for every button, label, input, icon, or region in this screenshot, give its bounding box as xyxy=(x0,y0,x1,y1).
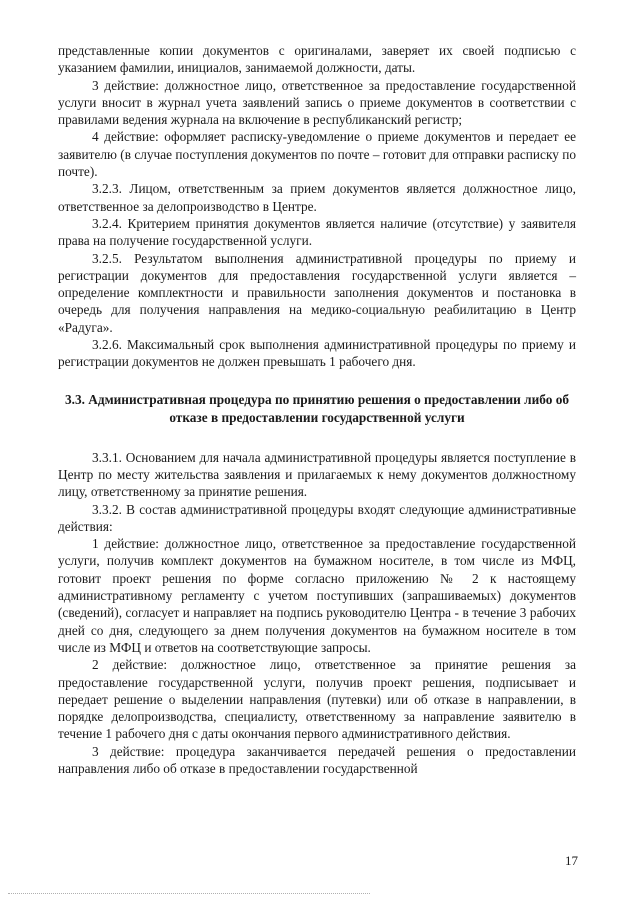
paragraph-7: 3.2.6. Максимальный срок выполнения административной процедуры по приему и регистрации документов не должен превышать 1 рабочего дня. xyxy=(58,337,576,370)
document-page xyxy=(58,42,576,777)
paragraph-11: 2 действие: должностное лицо, ответственное за принятие решения за предоставление государственной услуги, получив проект решения, подписывает и передает решение о выделении направления (путевки) или об отказе в направлении, в порядке делопроизводства, специалисту, ответственному за направление заявителю в течение 1 рабочего дня с даты окончания первого административного действия. xyxy=(58,657,576,742)
paragraph-5: 3.2.4. Критерием принятия документов является наличие (отсутствие) у заявителя права на получение государственной услуги. xyxy=(58,215,576,249)
paragraph-6: 3.2.5. Результатом выполнения административной процедуры по приему и регистрации документов для предоставления государственной услуги является – определение комплектности и правильности заполнения документов и постановка в очередь для получения направления на медико-социальную реабилитацию в Центр «Радуга». xyxy=(58,250,576,335)
paragraph-10: 1 действие: должностное лицо, ответственное за предоставление государственной услуги, получив комплект документов на бумажном носителе, в том числе из МФЦ, готовит проект решения по форме согласно приложению № 2 к настоящему административному регламенту с учетом поступивших (запрашиваемых) документов (сведений), согласует и направляет на подпись руководителю Центра - в течение 3 рабочих дней со дня, следующего за днем получения документов на бумажном носителе в том числе из МФЦ и ответов на соответствующие запросы. xyxy=(58,536,576,655)
page-number: 17 xyxy=(565,853,578,868)
paragraph-1: представленные копии документов с оригиналами, заверяет их своей подписью с указанием фамилии, инициалов, занимаемой должности, даты. xyxy=(58,43,576,76)
paragraph-8: 3.3.1. Основанием для начала административной процедуры является поступление в Центр по месту жительства заявления и прилагаемых к нему документов должностному лицу, ответственному за принятие решения. xyxy=(58,449,576,500)
paragraph-2: 3 действие: должностное лицо, ответственное за предоставление государственной услуги вносит в журнал учета заявлений запись о приеме документов в соответствии с правилами ведения журнала на включение в республиканский регистр; xyxy=(58,77,576,128)
paragraph-4: 3.2.3. Лицом, ответственным за прием документов является должностное лицо, ответственное за делопроизводство в Центре. xyxy=(58,181,576,214)
section-heading: 3.3. Административная процедура по принятию решения о предоставлении либо об отказе в предоставлении государственной услуги xyxy=(64,391,570,425)
paragraph-3: 4 действие: оформляет расписку-уведомление о приеме документов и передает ее заявителю (в случае поступления документов по почте – готовит для отправки расписку по почте). xyxy=(58,129,576,180)
paragraph-12: 3 действие: процедура заканчивается передачей решения о предоставлении направления либо об отказе в предоставлении государственной xyxy=(58,743,576,776)
scan-artifact-divider xyxy=(8,893,370,894)
paragraph-9: 3.3.2. В состав административной процедуры входят следующие административные действия: xyxy=(58,501,576,534)
